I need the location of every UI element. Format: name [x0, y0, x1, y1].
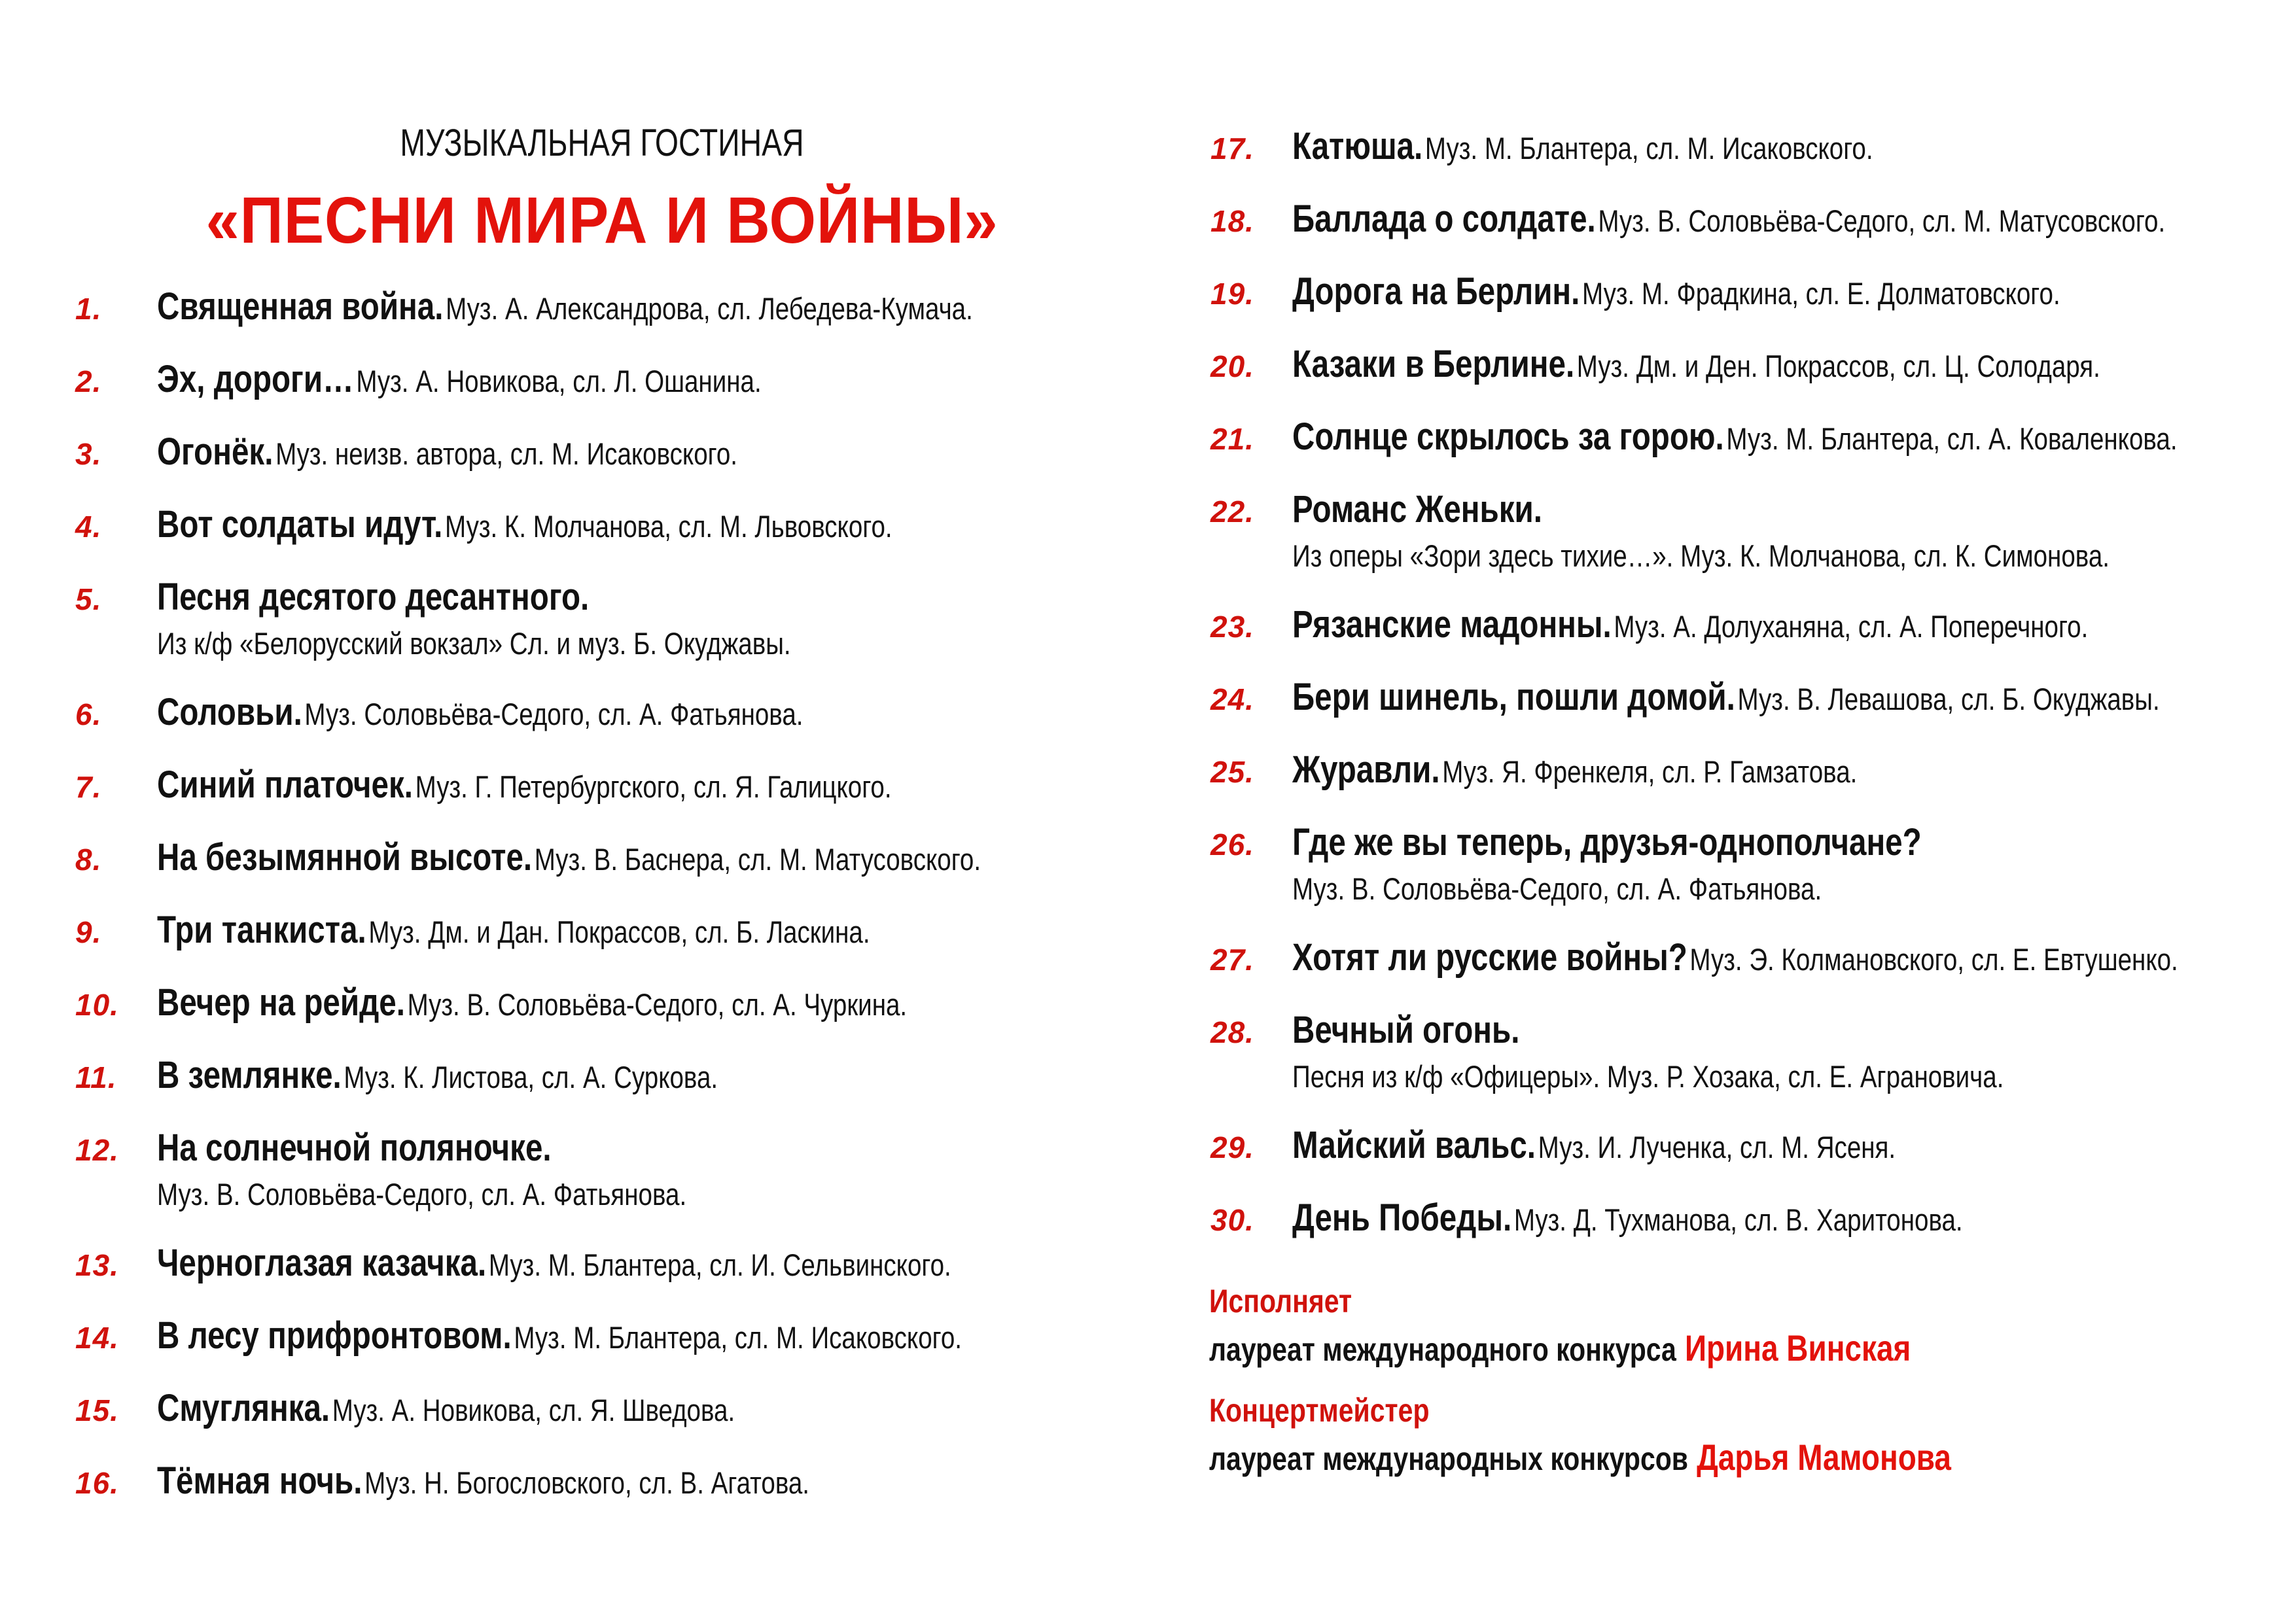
song-credit: Муз. В. Левашова, сл. Б. Окуджавы.	[1737, 682, 2160, 716]
accompanist-description: лауреат международных конкурсов	[1209, 1440, 1689, 1477]
song-line	[1292, 124, 2100, 168]
song-credit: Муз. В. Соловьёва-Седого, сл. А. Чуркина.	[407, 987, 908, 1022]
song-number: 10.	[75, 988, 119, 1022]
list-item	[69, 1241, 1129, 1285]
song-line	[1292, 820, 2100, 864]
song-credit: Муз. Г. Петербургского, сл. Я. Галицкого.	[415, 769, 892, 804]
song-list-right	[1204, 124, 2277, 1268]
song-number: 16.	[75, 1466, 119, 1500]
list-item	[1204, 270, 2277, 313]
list-item	[69, 1314, 1129, 1357]
song-line	[1292, 675, 2160, 719]
song-line	[157, 357, 954, 401]
list-item	[1204, 487, 2277, 574]
list-item	[1204, 602, 2277, 646]
song-credit: Муз. К. Листова, сл. А. Суркова.	[344, 1060, 718, 1094]
song-number: 23.	[1210, 610, 1254, 644]
song-number: 26.	[1210, 828, 1254, 862]
song-title: На безымянной высоте.	[157, 836, 533, 879]
song-list-left	[69, 285, 1129, 1531]
song-number: 24.	[1210, 682, 1254, 716]
performer-role: Исполняет	[1209, 1283, 1352, 1319]
song-title: Тёмная ночь.	[157, 1459, 362, 1502]
song-title: Где же вы теперь, друзья-однополчане?	[1292, 821, 1922, 864]
song-number: 17.	[1210, 131, 1254, 166]
song-line	[157, 690, 954, 734]
list-item	[69, 575, 1129, 661]
song-title: Песня десятого десантного.	[157, 576, 590, 618]
song-title: Журавли.	[1292, 748, 1440, 791]
song-number: 19.	[1210, 277, 1254, 311]
song-credit: Муз. М. Блантера, сл. И. Сельвинского.	[488, 1248, 951, 1282]
song-number: 25.	[1210, 755, 1254, 789]
song-credit: Муз. А. Александрова, сл. Лебедева-Кумача.	[446, 291, 973, 326]
song-line	[157, 430, 954, 474]
song-line	[157, 908, 954, 952]
accompanist-name: Дарья Мамонова	[1697, 1437, 1951, 1478]
song-number: 6.	[75, 697, 102, 731]
song-number: 9.	[75, 915, 102, 949]
song-line	[157, 1386, 954, 1430]
song-title: Рязанские мадонны.	[1292, 603, 1612, 646]
song-title: Черноглазая казачка.	[157, 1242, 487, 1284]
song-number: 11.	[75, 1060, 117, 1094]
list-item	[69, 1459, 1129, 1503]
song-credit: Муз. К. Молчанова, сл. М. Львовского.	[445, 509, 892, 544]
song-line	[157, 1241, 954, 1285]
list-item	[69, 763, 1129, 807]
list-item	[69, 357, 1129, 401]
song-title: Майский вальс.	[1292, 1124, 1536, 1166]
song-credit: Муз. Я. Френкеля, сл. Р. Гамзатова.	[1442, 754, 1858, 789]
list-item	[1204, 1123, 2277, 1167]
performer-line	[1209, 1327, 2068, 1369]
performer-description: лауреат международного конкурса	[1209, 1331, 1676, 1368]
song-title: Романс Женьки.	[1292, 488, 1543, 531]
song-title: Три танкиста.	[157, 909, 366, 951]
song-title: Вот солдаты идут.	[157, 503, 443, 546]
song-credit: Муз. Э. Колмановского, сл. Е. Евтушенко.	[1689, 942, 2178, 977]
song-title: Дорога на Берлин.	[1292, 270, 1580, 313]
song-line	[1292, 1196, 2100, 1240]
song-number: 1.	[75, 292, 102, 326]
song-line	[157, 763, 954, 807]
list-item	[1204, 1008, 2277, 1094]
list-item	[69, 1386, 1129, 1430]
song-number: 22.	[1210, 495, 1254, 529]
list-item	[69, 835, 1129, 879]
song-number: 28.	[1210, 1015, 1254, 1049]
song-number: 7.	[75, 770, 102, 804]
song-line	[157, 575, 954, 619]
song-line	[157, 502, 954, 546]
song-title: Вечный огонь.	[1292, 1009, 1520, 1051]
list-item	[1204, 820, 2277, 907]
song-title: Казаки в Берлине.	[1292, 343, 1575, 385]
song-credit: Муз. И. Лученка, сл. М. Ясеня.	[1538, 1130, 1896, 1164]
song-line	[157, 1126, 954, 1170]
list-item	[1204, 342, 2277, 386]
song-credit: Муз. В. Баснера, сл. М. Матусовского.	[534, 842, 981, 877]
song-line	[157, 1459, 954, 1503]
song-title: Вечер на рейде.	[157, 981, 405, 1024]
accompanist-role: Концертмейстер	[1209, 1392, 1430, 1429]
list-item	[1204, 935, 2277, 979]
song-credit: Муз. Д. Тухманова, сл. В. Харитонова.	[1513, 1202, 1963, 1237]
song-number: 4.	[75, 510, 102, 544]
song-credit: Муз. Дм. и Ден. Покрассов, сл. Ц. Солодаря.	[1576, 349, 2100, 383]
song-credit-line: Муз. В. Соловьёва-Седого, сл. А. Фатьянова.	[1292, 871, 1822, 906]
song-number: 2.	[75, 364, 102, 398]
song-title: Бери шинель, пошли домой.	[1292, 676, 1735, 718]
song-line	[1292, 342, 2100, 386]
song-number: 20.	[1210, 349, 1254, 383]
song-line	[157, 285, 973, 328]
song-credit-line: Из к/ф «Белорусский вокзал» Сл. и муз. Б. Окуджавы.	[157, 626, 791, 661]
list-item	[69, 908, 1129, 952]
song-title: На солнечной поляночке.	[157, 1126, 552, 1169]
song-credit-line: Муз. В. Соловьёва-Седого, сл. А. Фатьянова.	[157, 1177, 687, 1212]
song-credit: Муз. Дм. и Дан. Покрассов, сл. Б. Ласкина.	[368, 915, 870, 949]
performers-block	[1209, 1282, 2256, 1501]
song-line	[1292, 197, 2166, 241]
list-item	[69, 1126, 1129, 1212]
song-title: Огонёк.	[157, 430, 274, 473]
song-title: Синий платочек.	[157, 763, 414, 806]
song-credit: Муз. неизв. автора, сл. М. Исаковского.	[275, 436, 737, 471]
song-line	[157, 1314, 962, 1357]
song-credit: Муз. М. Блантера, сл. М. Исаковского.	[1424, 131, 1873, 166]
song-credit: Муз. Н. Богословского, сл. В. Агатова.	[364, 1465, 810, 1500]
song-credit: Муз. В. Соловьёва-Седого, сл. М. Матусовского.	[1598, 203, 2166, 238]
list-item	[69, 430, 1129, 474]
song-title: Эх, дороги…	[157, 358, 354, 400]
song-line	[1292, 487, 2100, 531]
list-item	[1204, 675, 2277, 719]
song-number: 13.	[75, 1248, 119, 1282]
song-credit: Муз. М. Фрадкина, сл. Е. Долматовского.	[1582, 276, 2060, 311]
song-number: 3.	[75, 437, 102, 471]
song-title: Соловьи.	[157, 691, 302, 733]
song-number: 27.	[1210, 943, 1254, 977]
song-number: 30.	[1210, 1203, 1254, 1237]
song-credit-line: Песня из к/ф «Офицеры». Муз. Р. Хозака, сл. Е. Аграновича.	[1292, 1059, 2004, 1094]
song-number: 21.	[1210, 422, 1254, 456]
song-credit: Муз. А. Новикова, сл. Л. Ошанина.	[356, 364, 762, 398]
song-line	[157, 981, 954, 1024]
song-credit: Муз. Соловьёва-Седого, сл. А. Фатьянова.	[304, 697, 804, 731]
song-credit: Муз. М. Блантера, сл. А. Коваленкова.	[1726, 421, 2178, 456]
song-line	[1292, 1008, 2100, 1052]
song-number: 12.	[75, 1133, 119, 1167]
song-title: Баллада о солдате.	[1292, 198, 1596, 240]
song-number: 8.	[75, 843, 102, 877]
program-subtitle: МУЗЫКАЛЬНАЯ ГОСТИНАЯ	[400, 122, 804, 164]
song-title: Солнце скрылось за горою.	[1292, 415, 1724, 458]
list-item	[69, 981, 1129, 1024]
list-item	[69, 1053, 1129, 1097]
song-line	[1292, 1123, 2100, 1167]
song-title: Хотят ли русские войны?	[1292, 936, 1687, 979]
song-line	[1292, 748, 2100, 792]
list-item	[1204, 197, 2277, 241]
list-item	[69, 285, 1129, 328]
list-item	[69, 502, 1129, 546]
list-item	[1204, 1196, 2277, 1240]
song-number: 29.	[1210, 1130, 1254, 1164]
song-title: В землянке.	[157, 1054, 342, 1096]
list-item	[69, 690, 1129, 734]
song-credit: Муз. М. Блантера, сл. М. Исаковского.	[514, 1320, 962, 1355]
song-number: 15.	[75, 1393, 119, 1427]
song-line	[157, 835, 981, 879]
program-title: «ПЕСНИ МИРА И ВОЙНЫ»	[205, 184, 998, 257]
list-item	[1204, 748, 2277, 792]
song-title: Катюша.	[1292, 125, 1423, 167]
song-line	[1292, 415, 2178, 459]
song-credit: Муз. А. Долуханяна, сл. А. Поперечного.	[1614, 609, 2089, 644]
song-line	[1292, 270, 2100, 313]
song-title: День Победы.	[1292, 1196, 1512, 1239]
song-number: 5.	[75, 582, 102, 616]
song-title: В лесу прифронтовом.	[157, 1314, 512, 1357]
performer-name: Ирина Винская	[1684, 1327, 1911, 1369]
song-line	[157, 1053, 954, 1097]
accompanist-line	[1209, 1436, 2068, 1478]
song-credit: Муз. А. Новикова, сл. Я. Шведова.	[332, 1393, 735, 1427]
song-number: 14.	[75, 1321, 119, 1355]
song-line	[1292, 602, 2100, 646]
song-title: Смуглянка.	[157, 1387, 330, 1429]
song-number: 18.	[1210, 204, 1254, 238]
song-line	[1292, 935, 2178, 979]
song-credit-line: Из оперы «Зори здесь тихие…». Муз. К. Молчанова, сл. К. Симонова.	[1292, 538, 2110, 573]
list-item	[1204, 415, 2277, 459]
song-title: Священная война.	[157, 285, 444, 328]
list-item	[1204, 124, 2277, 168]
